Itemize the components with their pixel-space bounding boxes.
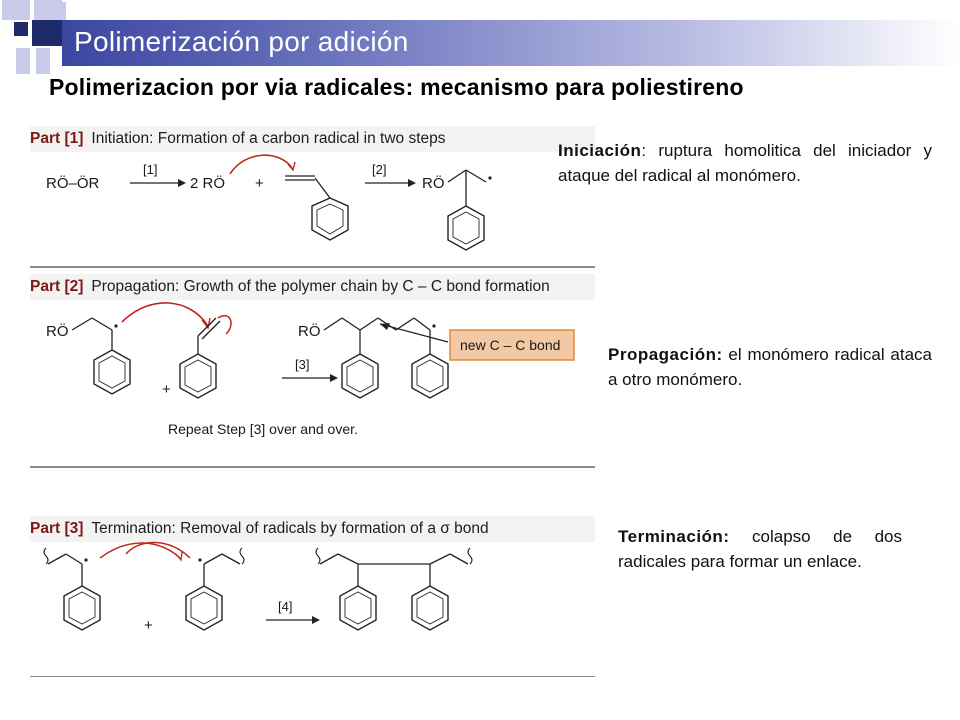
part-1-label: Part [1] — [30, 130, 84, 147]
step-label-2: [2] — [372, 162, 387, 177]
propagation-keyword: Propagación: — [608, 345, 723, 364]
propagation-explanation — [608, 342, 932, 392]
curved-arrow-red — [122, 303, 208, 326]
initiation-scheme — [30, 126, 595, 266]
part-2-description: Propagation: Growth of the polymer chain by C – C bond formation — [91, 278, 550, 295]
corner-square-lavender — [36, 48, 50, 74]
initiation-keyword: Iniciación — [558, 141, 642, 160]
new-bond-callout-text: new C – C bond — [460, 337, 561, 353]
initiation-text: : ruptura homolitica del iniciador y ataque del radical al monómero. — [558, 141, 932, 185]
corner-square-lavender — [16, 48, 30, 74]
curved-arrow-red — [230, 155, 292, 174]
callout-pointer — [380, 324, 448, 342]
part-3-description: Termination: Removal of radicals by formation of a σ bond — [91, 520, 489, 537]
divider — [30, 466, 595, 468]
radical-chain-end: RÖ — [46, 323, 69, 340]
part-3-panel — [30, 516, 595, 676]
termination-explanation — [618, 524, 902, 574]
termination-scheme — [30, 516, 595, 676]
plus-sign: + — [144, 617, 153, 634]
initiator-species: RÖ–ÖR — [46, 175, 100, 192]
part-3-label: Part [3] — [30, 520, 84, 537]
divider — [30, 266, 595, 268]
termination-text: colapso de dos radicales para formar un enlace. — [618, 527, 902, 571]
step-label-1: [1] — [143, 162, 158, 177]
divider — [30, 676, 595, 677]
slide-subtitle: Polimerizacion por via radicales: mecanismo para poliestireno — [49, 74, 744, 100]
repeat-note: Repeat Step [3] over and over. — [168, 421, 358, 437]
propagation-scheme — [30, 274, 595, 452]
step-label-4: [4] — [278, 599, 293, 614]
part-2-label: Part [2] — [30, 278, 84, 295]
propagation-text: el monómero radical ataca a otro monómero. — [608, 345, 932, 389]
slide-title: Polimerización por adición — [74, 26, 409, 57]
part-1-panel — [30, 126, 595, 266]
part-2-panel — [30, 274, 595, 452]
corner-square-navy — [32, 20, 62, 46]
corner-square-lavender — [52, 2, 66, 20]
growing-chain: RÖ — [298, 323, 321, 340]
corner-square-navy — [14, 22, 28, 36]
plus-sign: + — [162, 381, 171, 398]
corner-square-lavender — [2, 0, 30, 20]
termination-keyword: Terminación: — [618, 527, 730, 546]
part-1-description: Initiation: Formation of a carbon radical in two steps — [91, 130, 446, 147]
alkoxy-radicals: 2 RÖ — [190, 175, 226, 192]
initiation-explanation — [558, 138, 932, 188]
step-label-3: [3] — [295, 357, 310, 372]
plus-sign: + — [255, 175, 264, 192]
product-species: RÖ — [422, 175, 445, 192]
